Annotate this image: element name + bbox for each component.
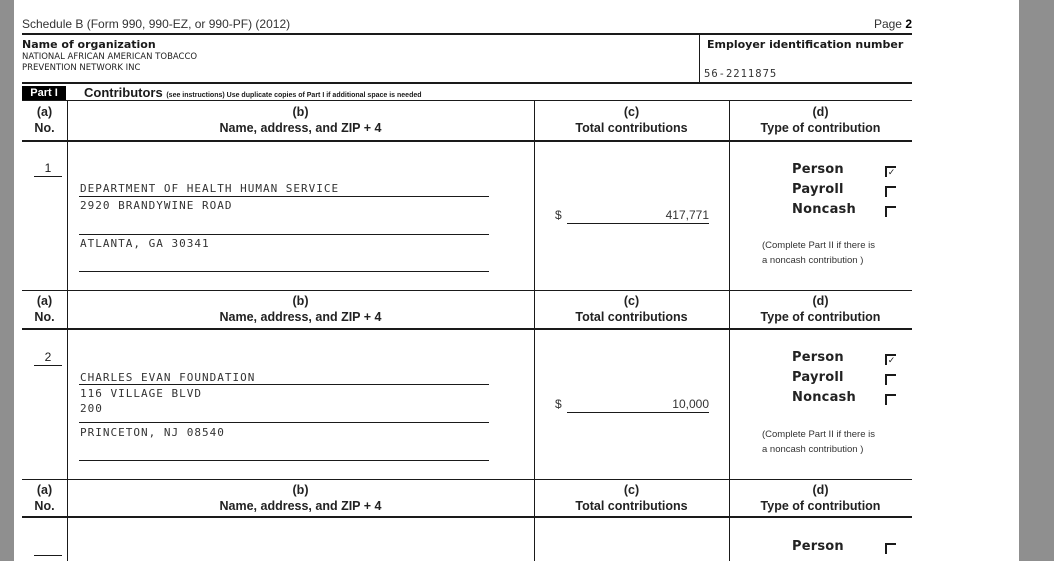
contributor-number: 1 [34,161,62,177]
noncash-checkbox[interactable] [885,394,896,405]
col-b-label: Name, address, and ZIP + 4 [219,310,382,324]
col-a-label: No. [34,499,55,513]
header-bottom-rule-3 [22,516,912,518]
payroll-checkbox[interactable] [885,186,896,197]
col-b-label: Name, address, and ZIP + 4 [219,499,382,513]
contributor-city-state-zip: ATLANTA, GA 30341 [80,237,210,250]
col-c-label: Total contributions [575,499,688,513]
viewer-right-margin [1019,0,1054,561]
contributor-address-line1: 116 VILLAGE BLVD [80,387,202,400]
person-checkbox[interactable]: ✓ [885,166,896,177]
col-c-header [534,293,729,325]
header-bottom-rule-2 [22,328,912,330]
total-contribution-amount: 10,000 [567,397,709,413]
noncash-note-line2: a noncash contribution ) [762,255,864,266]
type-noncash-label: Noncash [792,202,856,217]
noncash-checkbox[interactable] [885,206,896,217]
col-d-header [729,482,912,514]
contributor-number: 2 [34,350,62,366]
col-d-label: Type of contribution [760,121,881,135]
col-d-letter: (d) [812,105,829,119]
col-a-label: No. [34,310,55,324]
col-c-letter: (c) [623,483,640,497]
part-badge: Part I [22,86,66,100]
row-divider-1 [22,290,912,291]
name-underline [79,384,489,385]
payroll-checkbox[interactable] [885,374,896,385]
type-payroll-label: Payroll [792,370,844,385]
org-name-label: Name of organization [22,38,156,51]
col-d-header [729,104,912,136]
address-underline [79,422,489,423]
col-a-header [22,104,67,136]
col-a-header [22,293,67,325]
contributor-address-line2: 200 [80,402,103,415]
col-c-letter: (c) [623,294,640,308]
noncash-note [762,238,875,268]
noncash-note [762,427,875,457]
col-a-label: No. [34,121,55,135]
col-b-header [67,293,534,325]
noncash-note-line2: a noncash contribution ) [762,444,864,455]
col-a-letter: (a) [36,105,53,119]
type-person-label: Person [792,539,844,554]
contributor-name: DEPARTMENT OF HEALTH HUMAN SERVICE [80,182,340,195]
ein-label: Employer identification number [707,38,904,51]
col-b-header [67,482,534,514]
person-checkbox[interactable]: ✓ [885,354,896,365]
contributor-city-state-zip: PRINCETON, NJ 08540 [80,426,225,439]
org-name-line2: PREVENTION NETWORK INC [22,63,141,73]
col-d-label: Type of contribution [760,310,881,324]
schedule-title: Schedule B (Form 990, 990-EZ, or 990-PF) (2012) [22,17,291,31]
part-instructions: (see instructions) Use duplicate copies of Part I if additional space is needed [166,92,422,99]
name-underline [79,196,489,197]
noncash-note-line1: (Complete Part II if there is [762,240,875,251]
page-number [846,17,912,31]
viewer-left-margin [0,0,14,561]
city-underline [79,460,489,461]
col-a-letter: (a) [36,483,53,497]
dollar-sign: $ [555,208,562,222]
col-b-letter: (b) [292,294,309,308]
col-d-letter: (d) [812,294,829,308]
col-a-header [22,482,67,514]
type-noncash-label: Noncash [792,390,856,405]
type-payroll-label: Payroll [792,182,844,197]
col-d-letter: (d) [812,483,829,497]
part-title-text: Contributors [84,85,163,100]
col-a-letter: (a) [36,294,53,308]
org-name-line1: NATIONAL AFRICAN AMERICAN TOBACCO [22,52,198,62]
person-checkbox[interactable] [885,543,896,554]
total-contribution-amount: 417,771 [567,208,709,224]
row-divider-2 [22,479,912,480]
page-number-value: 2 [905,17,912,31]
type-person-label: Person [792,162,844,177]
ein-divider [699,35,700,82]
col-d-header [729,293,912,325]
col-b-header [67,104,534,136]
contributor-name: CHARLES EVAN FOUNDATION [80,371,256,384]
col-c-label: Total contributions [575,310,688,324]
dollar-sign: $ [555,397,562,411]
noncash-note-line1: (Complete Part II if there is [762,429,875,440]
col-c-header [534,482,729,514]
org-rule [22,82,912,84]
col-b-letter: (b) [292,105,309,119]
col-b-label: Name, address, and ZIP + 4 [219,121,382,135]
type-person-label: Person [792,350,844,365]
col-c-label: Total contributions [575,121,688,135]
page-label: Page [873,17,902,31]
address-underline [79,234,489,235]
contributor-number [34,540,62,556]
part-rule [22,100,912,101]
col-c-header [534,104,729,136]
city-underline [79,271,489,272]
col-b-letter: (b) [292,483,309,497]
ein-value: 56-2211875 [704,68,778,80]
header-rule [22,33,912,35]
header-bottom-rule-1 [22,140,912,142]
org-name [22,52,197,74]
col-d-label: Type of contribution [760,499,881,513]
col-c-letter: (c) [623,105,640,119]
contributor-address-line1: 2920 BRANDYWINE ROAD [80,199,233,212]
